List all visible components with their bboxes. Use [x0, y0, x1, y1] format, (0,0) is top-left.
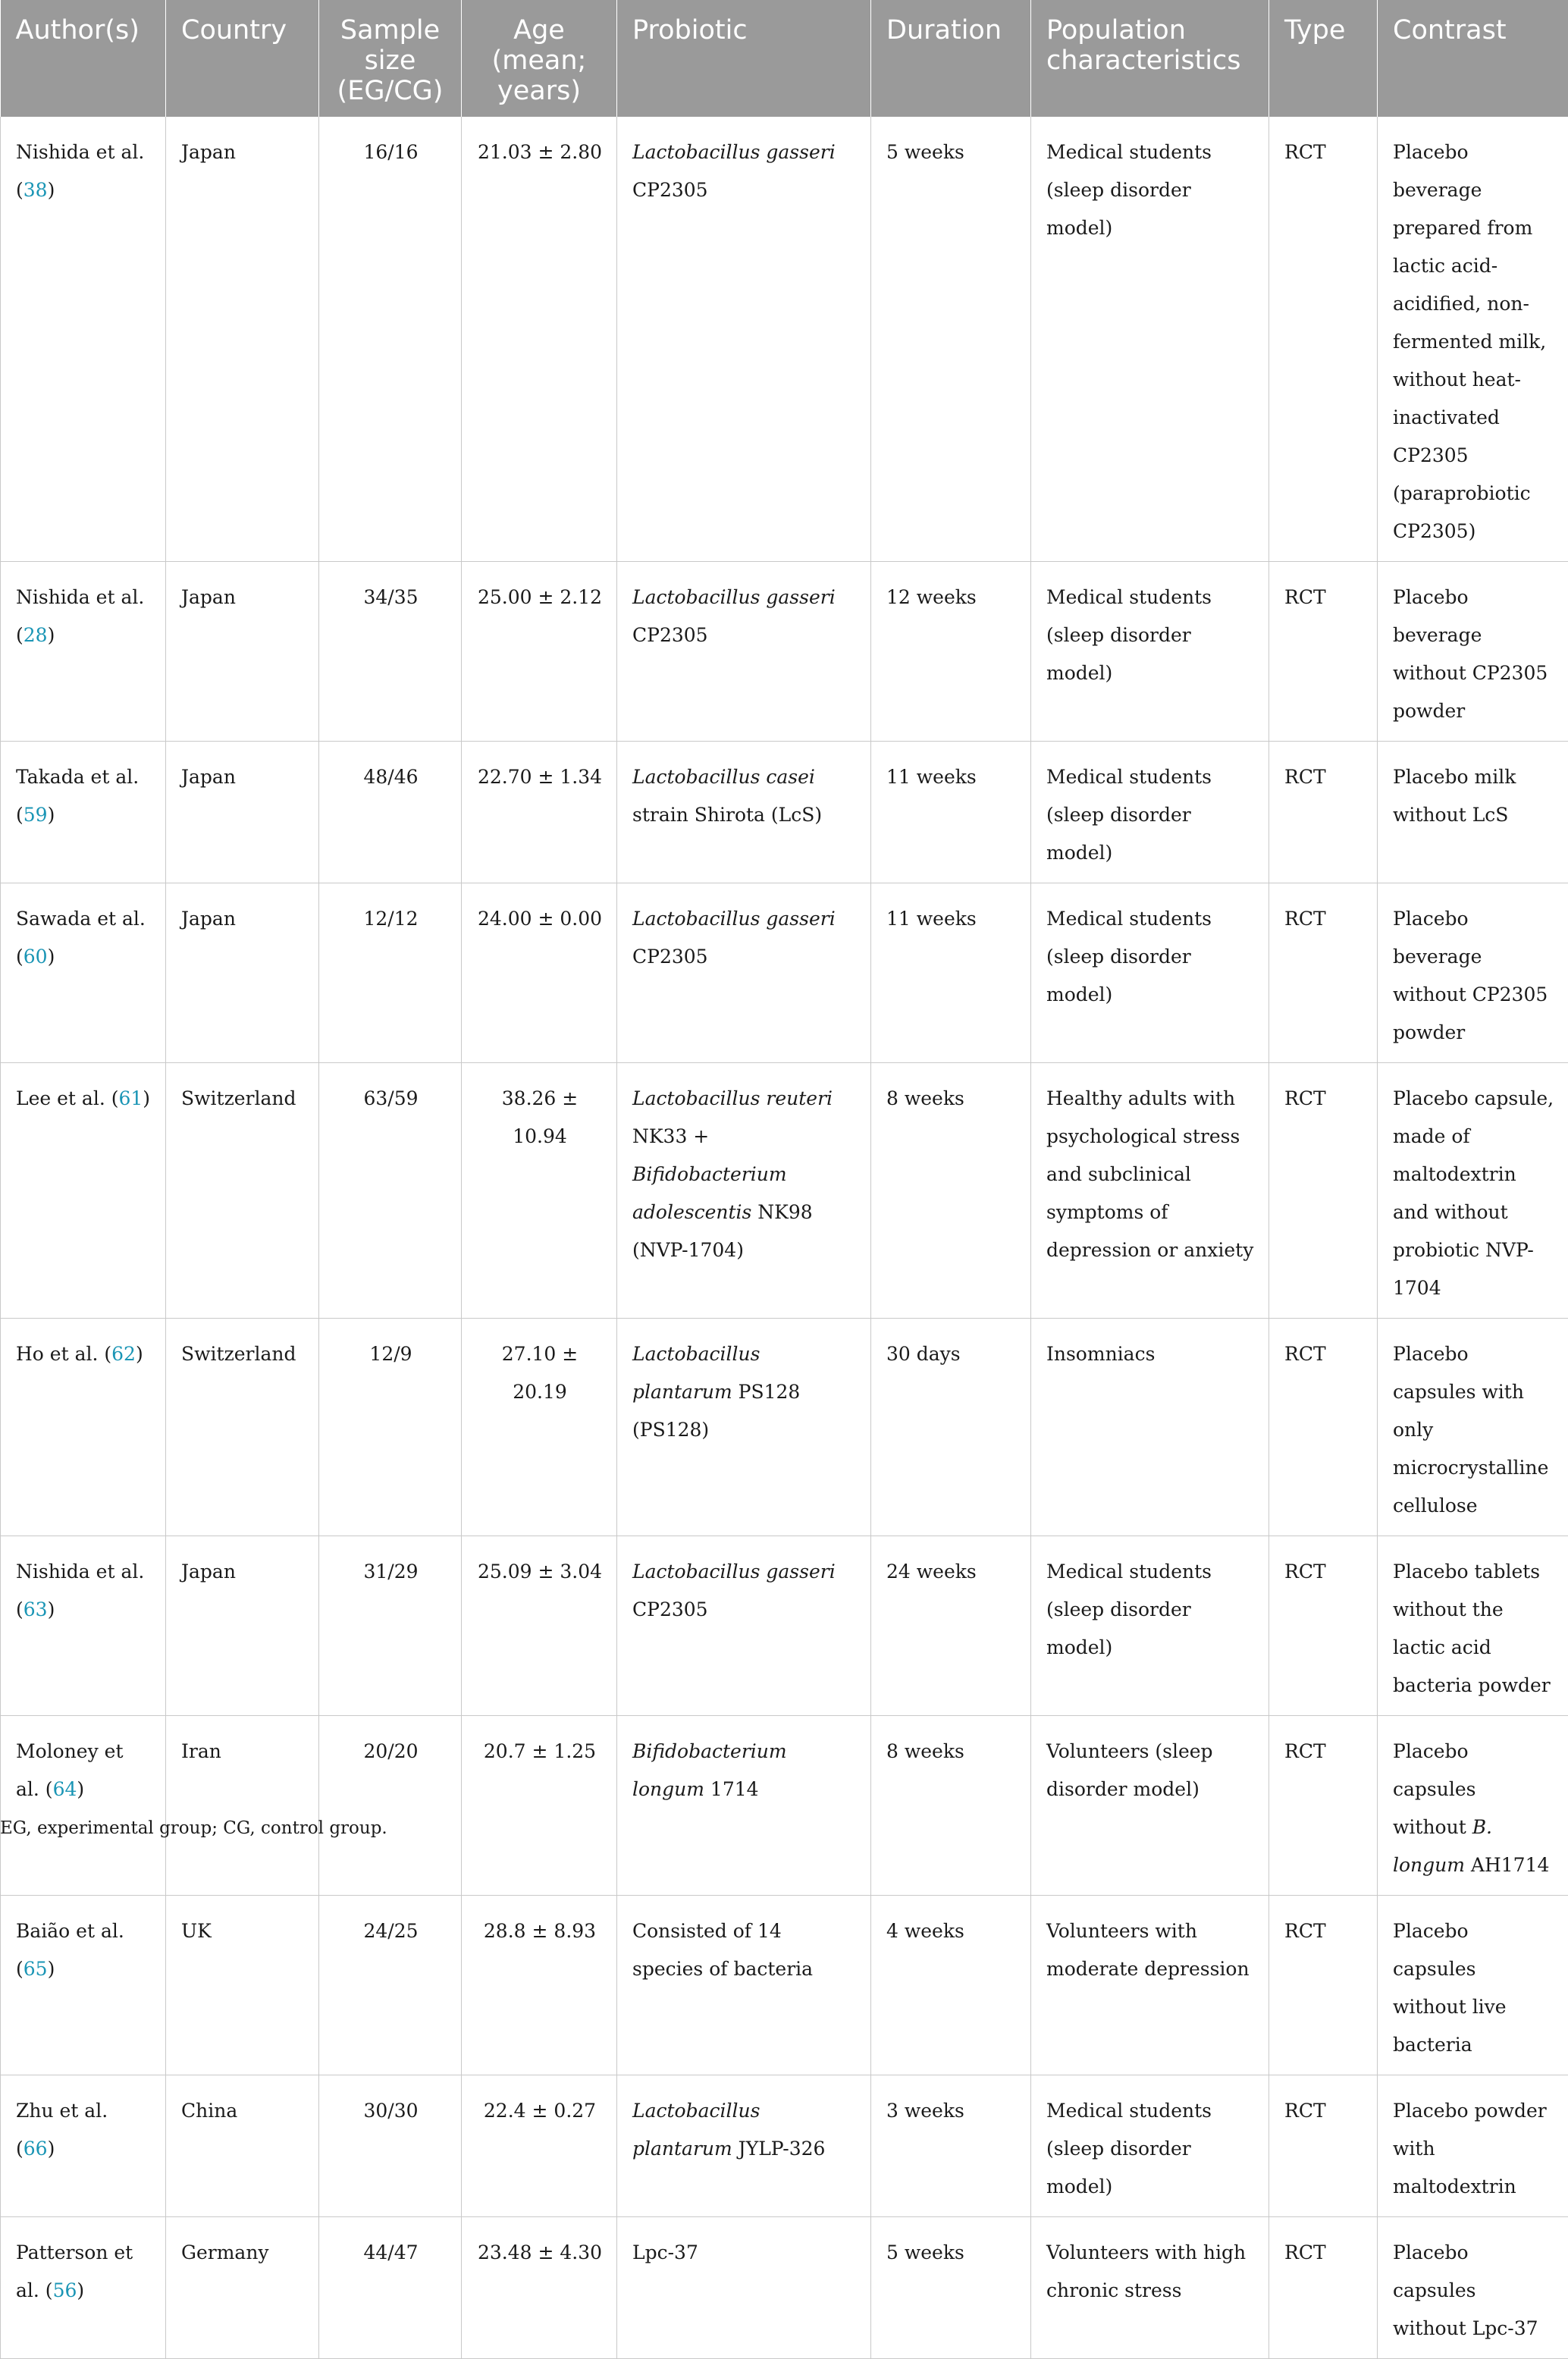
- contrast-text: Placebo capsules without Lpc-37: [1393, 2241, 1538, 2339]
- duration-text: 5 weeks: [886, 141, 964, 163]
- author-text: Zhu et al. (: [16, 2100, 108, 2160]
- cell-duration: [871, 562, 1031, 742]
- author-text: Nishida et al. (: [16, 141, 144, 201]
- cell-country: [166, 2217, 319, 2359]
- cell-duration: [871, 1063, 1031, 1319]
- probiotic-strain: CP2305: [632, 624, 708, 646]
- cell-author: [1, 2075, 166, 2217]
- probiotic-strain-2: NK98 (NVP-1704): [632, 1201, 813, 1261]
- probiotic-strain: NK33 +: [632, 1125, 709, 1147]
- cell-contrast: [1378, 2075, 1568, 2217]
- cell-country: [166, 562, 319, 742]
- cell-population: [1031, 2075, 1269, 2217]
- reference-link[interactable]: 62: [111, 1343, 136, 1365]
- reference-link[interactable]: 61: [118, 1087, 143, 1109]
- reference-link[interactable]: 60: [24, 946, 48, 968]
- cell-population: [1031, 1319, 1269, 1536]
- cell-sample-size: [319, 1716, 462, 1896]
- cell-duration: [871, 2075, 1031, 2217]
- table-footnote: EG, experimental group; CG, control group.: [0, 1818, 387, 1838]
- col-author: Author(s): [1, 0, 166, 117]
- cell-contrast: [1378, 1319, 1568, 1536]
- sample-size-text: 44/47: [363, 2241, 418, 2263]
- col-age: Age (mean; years): [462, 0, 617, 117]
- cell-type: [1269, 1063, 1378, 1319]
- reference-link[interactable]: 38: [24, 179, 48, 201]
- cell-type: [1269, 1536, 1378, 1716]
- probiotic-strain: strain Shirota (LcS): [632, 804, 822, 826]
- type-text: RCT: [1284, 1087, 1326, 1109]
- contrast-text: Placebo capsules with only microcrystalline cellulose: [1393, 1343, 1548, 1517]
- reference-link[interactable]: 65: [24, 1958, 48, 1980]
- probiotic-species: Bifidobacterium longum: [632, 1740, 787, 1800]
- col-duration: Duration: [871, 0, 1031, 117]
- cell-age: [462, 2075, 617, 2217]
- author-text-end: ): [48, 1598, 55, 1620]
- duration-text: 4 weeks: [886, 1920, 964, 1942]
- cell-population: [1031, 562, 1269, 742]
- author-text: Nishida et al. (: [16, 1561, 144, 1620]
- reference-link[interactable]: 28: [24, 624, 48, 646]
- type-text: RCT: [1284, 2100, 1326, 2122]
- author-text-end: ): [77, 2279, 84, 2301]
- contrast-species: B. longum: [1393, 1816, 1492, 1876]
- duration-text: 30 days: [886, 1343, 961, 1365]
- author-text-end: ): [48, 1958, 55, 1980]
- cell-author: [1, 1063, 166, 1319]
- col-type: Type: [1269, 0, 1378, 117]
- author-text-end: ): [48, 804, 55, 826]
- cell-duration: [871, 117, 1031, 562]
- cell-probiotic: [617, 1896, 871, 2075]
- population-text: Volunteers with high chronic stress: [1046, 2241, 1246, 2301]
- country-text: Switzerland: [181, 1087, 296, 1109]
- type-text: RCT: [1284, 1561, 1326, 1583]
- author-text: Baião et al. (: [16, 1920, 124, 1980]
- probiotic-strain: Consisted of 14 species of bacteria: [632, 1920, 813, 1980]
- population-text: Volunteers with moderate depression: [1046, 1920, 1250, 1980]
- cell-sample-size: [319, 1536, 462, 1716]
- reference-link[interactable]: 66: [24, 2138, 48, 2160]
- sample-size-text: 34/35: [363, 586, 418, 608]
- duration-text: 11 weeks: [886, 908, 977, 930]
- table-row: [1, 883, 1568, 1063]
- col-sample-size: Sample size (EG/CG): [319, 0, 462, 117]
- cell-author: [1, 742, 166, 883]
- type-text: RCT: [1284, 586, 1326, 608]
- sample-size-text: 31/29: [363, 1561, 418, 1583]
- cell-country: [166, 1716, 319, 1896]
- cell-probiotic: [617, 1536, 871, 1716]
- duration-text: 3 weeks: [886, 2100, 964, 2122]
- cell-country: [166, 742, 319, 883]
- cell-type: [1269, 2217, 1378, 2359]
- age-text: 24.00 ± 0.00: [478, 908, 602, 930]
- cell-country: [166, 1536, 319, 1716]
- probiotic-species: Lactobacillus gasseri: [632, 1561, 836, 1583]
- population-text: Volunteers (sleep disorder model): [1046, 1740, 1213, 1800]
- cell-author: [1, 117, 166, 562]
- age-text: 38.26 ± 10.94: [502, 1087, 578, 1147]
- cell-author: [1, 562, 166, 742]
- sample-size-text: 48/46: [363, 766, 418, 788]
- col-population: Population characteristics: [1031, 0, 1269, 117]
- probiotic-strain: JYLP-326: [732, 2138, 826, 2160]
- duration-text: 12 weeks: [886, 586, 977, 608]
- cell-age: [462, 562, 617, 742]
- probiotic-species-2: Bifidobacterium adolescentis: [632, 1163, 787, 1223]
- author-text: Patterson et al. (: [16, 2241, 133, 2301]
- author-text-end: ): [48, 2138, 55, 2160]
- cell-type: [1269, 562, 1378, 742]
- probiotic-species: Lactobacillus gasseri: [632, 908, 836, 930]
- cell-type: [1269, 1716, 1378, 1896]
- contrast-text-end: AH1714: [1465, 1854, 1549, 1876]
- cell-age: [462, 742, 617, 883]
- cell-population: [1031, 1063, 1269, 1319]
- cell-sample-size: [319, 1063, 462, 1319]
- cell-population: [1031, 742, 1269, 883]
- probiotic-species: Lactobacillus gasseri: [632, 586, 836, 608]
- cell-author: [1, 1319, 166, 1536]
- cell-contrast: [1378, 562, 1568, 742]
- table-row: [1, 2217, 1568, 2359]
- cell-contrast: [1378, 742, 1568, 883]
- author-text: Ho et al. (: [16, 1343, 111, 1365]
- age-text: 23.48 ± 4.30: [478, 2241, 602, 2263]
- cell-probiotic: [617, 2217, 871, 2359]
- cell-probiotic: [617, 883, 871, 1063]
- cell-sample-size: [319, 1896, 462, 2075]
- cell-sample-size: [319, 2075, 462, 2217]
- cell-population: [1031, 1716, 1269, 1896]
- cell-population: [1031, 1536, 1269, 1716]
- cell-author: [1, 1716, 166, 1896]
- author-text: Lee et al. (: [16, 1087, 118, 1109]
- contrast-text: Placebo beverage prepared from lactic acid-acidified, non-fermented milk, without heat-inactivated CP2305 (paraprobiotic CP2305): [1393, 141, 1546, 542]
- cell-contrast: [1378, 1896, 1568, 2075]
- col-probiotic: Probiotic: [617, 0, 871, 117]
- country-text: China: [181, 2100, 237, 2122]
- cell-probiotic: [617, 117, 871, 562]
- table-row: [1, 1063, 1568, 1319]
- cell-duration: [871, 2217, 1031, 2359]
- author-text-end: ): [136, 1343, 143, 1365]
- contrast-text: Placebo beverage without CP2305 powder: [1393, 908, 1548, 1043]
- cell-sample-size: [319, 562, 462, 742]
- sample-size-text: 24/25: [363, 1920, 418, 1942]
- type-text: RCT: [1284, 1343, 1326, 1365]
- duration-text: 24 weeks: [886, 1561, 977, 1583]
- probiotic-strain: CP2305: [632, 946, 708, 968]
- cell-country: [166, 1063, 319, 1319]
- age-text: 20.7 ± 1.25: [484, 1740, 596, 1762]
- cell-type: [1269, 742, 1378, 883]
- cell-probiotic: [617, 562, 871, 742]
- cell-duration: [871, 883, 1031, 1063]
- author-text: Nishida et al. (: [16, 586, 144, 646]
- probiotic-species: Lactobacillus reuteri: [632, 1087, 833, 1109]
- table-row: [1, 1716, 1568, 1896]
- sample-size-text: 63/59: [363, 1087, 418, 1109]
- table-row: [1, 562, 1568, 742]
- probiotic-strain: CP2305: [632, 179, 708, 201]
- contrast-text: Placebo milk without LcS: [1393, 766, 1516, 826]
- cell-duration: [871, 1536, 1031, 1716]
- cell-sample-size: [319, 117, 462, 562]
- country-text: Japan: [181, 141, 236, 163]
- type-text: RCT: [1284, 766, 1326, 788]
- table-row: [1, 117, 1568, 562]
- author-text: Takada et al. (: [16, 766, 139, 826]
- age-text: 27.10 ± 20.19: [502, 1343, 578, 1403]
- country-text: Iran: [181, 1740, 221, 1762]
- duration-text: 8 weeks: [886, 1740, 964, 1762]
- cell-country: [166, 1896, 319, 2075]
- cell-author: [1, 1896, 166, 2075]
- col-country: Country: [166, 0, 319, 117]
- cell-author: [1, 2217, 166, 2359]
- cell-age: [462, 2217, 617, 2359]
- country-text: Japan: [181, 586, 236, 608]
- contrast-text: Placebo capsules without: [1393, 1740, 1475, 1838]
- type-text: RCT: [1284, 141, 1326, 163]
- table-row: [1, 742, 1568, 883]
- cell-contrast: [1378, 1716, 1568, 1896]
- probiotic-species: Lactobacillus plantarum: [632, 2100, 760, 2160]
- cell-duration: [871, 1716, 1031, 1896]
- cell-sample-size: [319, 742, 462, 883]
- country-text: UK: [181, 1920, 212, 1942]
- cell-duration: [871, 742, 1031, 883]
- cell-type: [1269, 1896, 1378, 2075]
- age-text: 22.70 ± 1.34: [478, 766, 602, 788]
- type-text: RCT: [1284, 1920, 1326, 1942]
- country-text: Japan: [181, 908, 236, 930]
- cell-country: [166, 1319, 319, 1536]
- population-text: Medical students (sleep disorder model): [1046, 766, 1212, 864]
- sample-size-text: 12/12: [363, 908, 418, 930]
- author-text-end: ): [48, 624, 55, 646]
- probiotic-strain: CP2305: [632, 1598, 708, 1620]
- type-text: RCT: [1284, 1740, 1326, 1762]
- contrast-text: Placebo beverage without CP2305 powder: [1393, 586, 1548, 722]
- cell-contrast: [1378, 883, 1568, 1063]
- reference-link[interactable]: 56: [53, 2279, 77, 2301]
- cell-author: [1, 883, 166, 1063]
- cell-population: [1031, 117, 1269, 562]
- population-text: Medical students (sleep disorder model): [1046, 586, 1212, 684]
- cell-age: [462, 1716, 617, 1896]
- cell-contrast: [1378, 117, 1568, 562]
- contrast-text: Placebo tablets without the lactic acid bacteria powder: [1393, 1561, 1551, 1696]
- probiotic-species: Lactobacillus plantarum: [632, 1343, 760, 1403]
- country-text: Switzerland: [181, 1343, 296, 1365]
- cell-author: [1, 1536, 166, 1716]
- cell-type: [1269, 1319, 1378, 1536]
- probiotic-strain: PS128 (PS128): [632, 1381, 800, 1441]
- cell-duration: [871, 1319, 1031, 1536]
- cell-age: [462, 1536, 617, 1716]
- population-text: Healthy adults with psychological stress and subclinical symptoms of depression or anxiety: [1046, 1087, 1253, 1261]
- cell-sample-size: [319, 883, 462, 1063]
- cell-age: [462, 117, 617, 562]
- country-text: Japan: [181, 1561, 236, 1583]
- contrast-text: Placebo capsule, made of maltodextrin and without probiotic NVP-1704: [1393, 1087, 1554, 1299]
- cell-probiotic: [617, 742, 871, 883]
- duration-text: 8 weeks: [886, 1087, 964, 1109]
- contrast-text: Placebo capsules without live bacteria: [1393, 1920, 1507, 2056]
- cell-type: [1269, 883, 1378, 1063]
- population-text: Medical students (sleep disorder model): [1046, 141, 1212, 239]
- type-text: RCT: [1284, 908, 1326, 930]
- table-header: [1, 0, 1568, 117]
- age-text: 25.00 ± 2.12: [478, 586, 602, 608]
- author-text-end: ): [143, 1087, 150, 1109]
- cell-age: [462, 1319, 617, 1536]
- cell-age: [462, 1896, 617, 2075]
- country-text: Germany: [181, 2241, 269, 2263]
- population-text: Insomniacs: [1046, 1343, 1155, 1365]
- sample-size-text: 30/30: [363, 2100, 418, 2122]
- header-row: [1, 0, 1568, 117]
- table-row: [1, 1536, 1568, 1716]
- cell-type: [1269, 117, 1378, 562]
- cell-probiotic: [617, 1716, 871, 1896]
- duration-text: 11 weeks: [886, 766, 977, 788]
- table-body: [1, 117, 1568, 2359]
- age-text: 28.8 ± 8.93: [484, 1920, 596, 1942]
- cell-duration: [871, 1896, 1031, 2075]
- cell-country: [166, 883, 319, 1063]
- probiotic-strain: Lpc-37: [632, 2241, 698, 2263]
- age-text: 25.09 ± 3.04: [478, 1561, 602, 1583]
- cell-population: [1031, 2217, 1269, 2359]
- cell-probiotic: [617, 1319, 871, 1536]
- author-text-end: ): [48, 179, 55, 201]
- author-text: Sawada et al. (: [16, 908, 146, 968]
- probiotic-strain: 1714: [704, 1778, 759, 1800]
- cell-population: [1031, 883, 1269, 1063]
- age-text: 21.03 ± 2.80: [478, 141, 602, 163]
- reference-link[interactable]: 64: [53, 1778, 77, 1800]
- cell-sample-size: [319, 1319, 462, 1536]
- cell-age: [462, 883, 617, 1063]
- type-text: RCT: [1284, 2241, 1326, 2263]
- probiotic-species: Lactobacillus gasseri: [632, 141, 836, 163]
- cell-sample-size: [319, 2217, 462, 2359]
- cell-contrast: [1378, 1536, 1568, 1716]
- col-contrast: Contrast: [1378, 0, 1568, 117]
- duration-text: 5 weeks: [886, 2241, 964, 2263]
- cell-age: [462, 1063, 617, 1319]
- author-text-end: ): [48, 946, 55, 968]
- population-text: Medical students (sleep disorder model): [1046, 1561, 1212, 1658]
- cell-population: [1031, 1896, 1269, 2075]
- cell-contrast: [1378, 1063, 1568, 1319]
- table-row: [1, 1896, 1568, 2075]
- sample-size-text: 16/16: [363, 141, 418, 163]
- author-text-end: ): [77, 1778, 84, 1800]
- cell-probiotic: [617, 1063, 871, 1319]
- author-text: Moloney et al. (: [16, 1740, 124, 1800]
- reference-link[interactable]: 59: [24, 804, 48, 826]
- reference-link[interactable]: 63: [24, 1598, 48, 1620]
- population-text: Medical students (sleep disorder model): [1046, 2100, 1212, 2197]
- cell-country: [166, 2075, 319, 2217]
- population-text: Medical students (sleep disorder model): [1046, 908, 1212, 1005]
- age-text: 22.4 ± 0.27: [484, 2100, 596, 2122]
- cell-probiotic: [617, 2075, 871, 2217]
- probiotic-species: Lactobacillus casei: [632, 766, 815, 788]
- sample-size-text: 20/20: [363, 1740, 418, 1762]
- table-row: [1, 2075, 1568, 2217]
- cell-country: [166, 117, 319, 562]
- cell-contrast: [1378, 2217, 1568, 2359]
- contrast-text: Placebo powder with maltodextrin: [1393, 2100, 1547, 2197]
- table-row: [1, 1319, 1568, 1536]
- country-text: Japan: [181, 766, 236, 788]
- cell-type: [1269, 2075, 1378, 2217]
- sample-size-text: 12/9: [369, 1343, 412, 1365]
